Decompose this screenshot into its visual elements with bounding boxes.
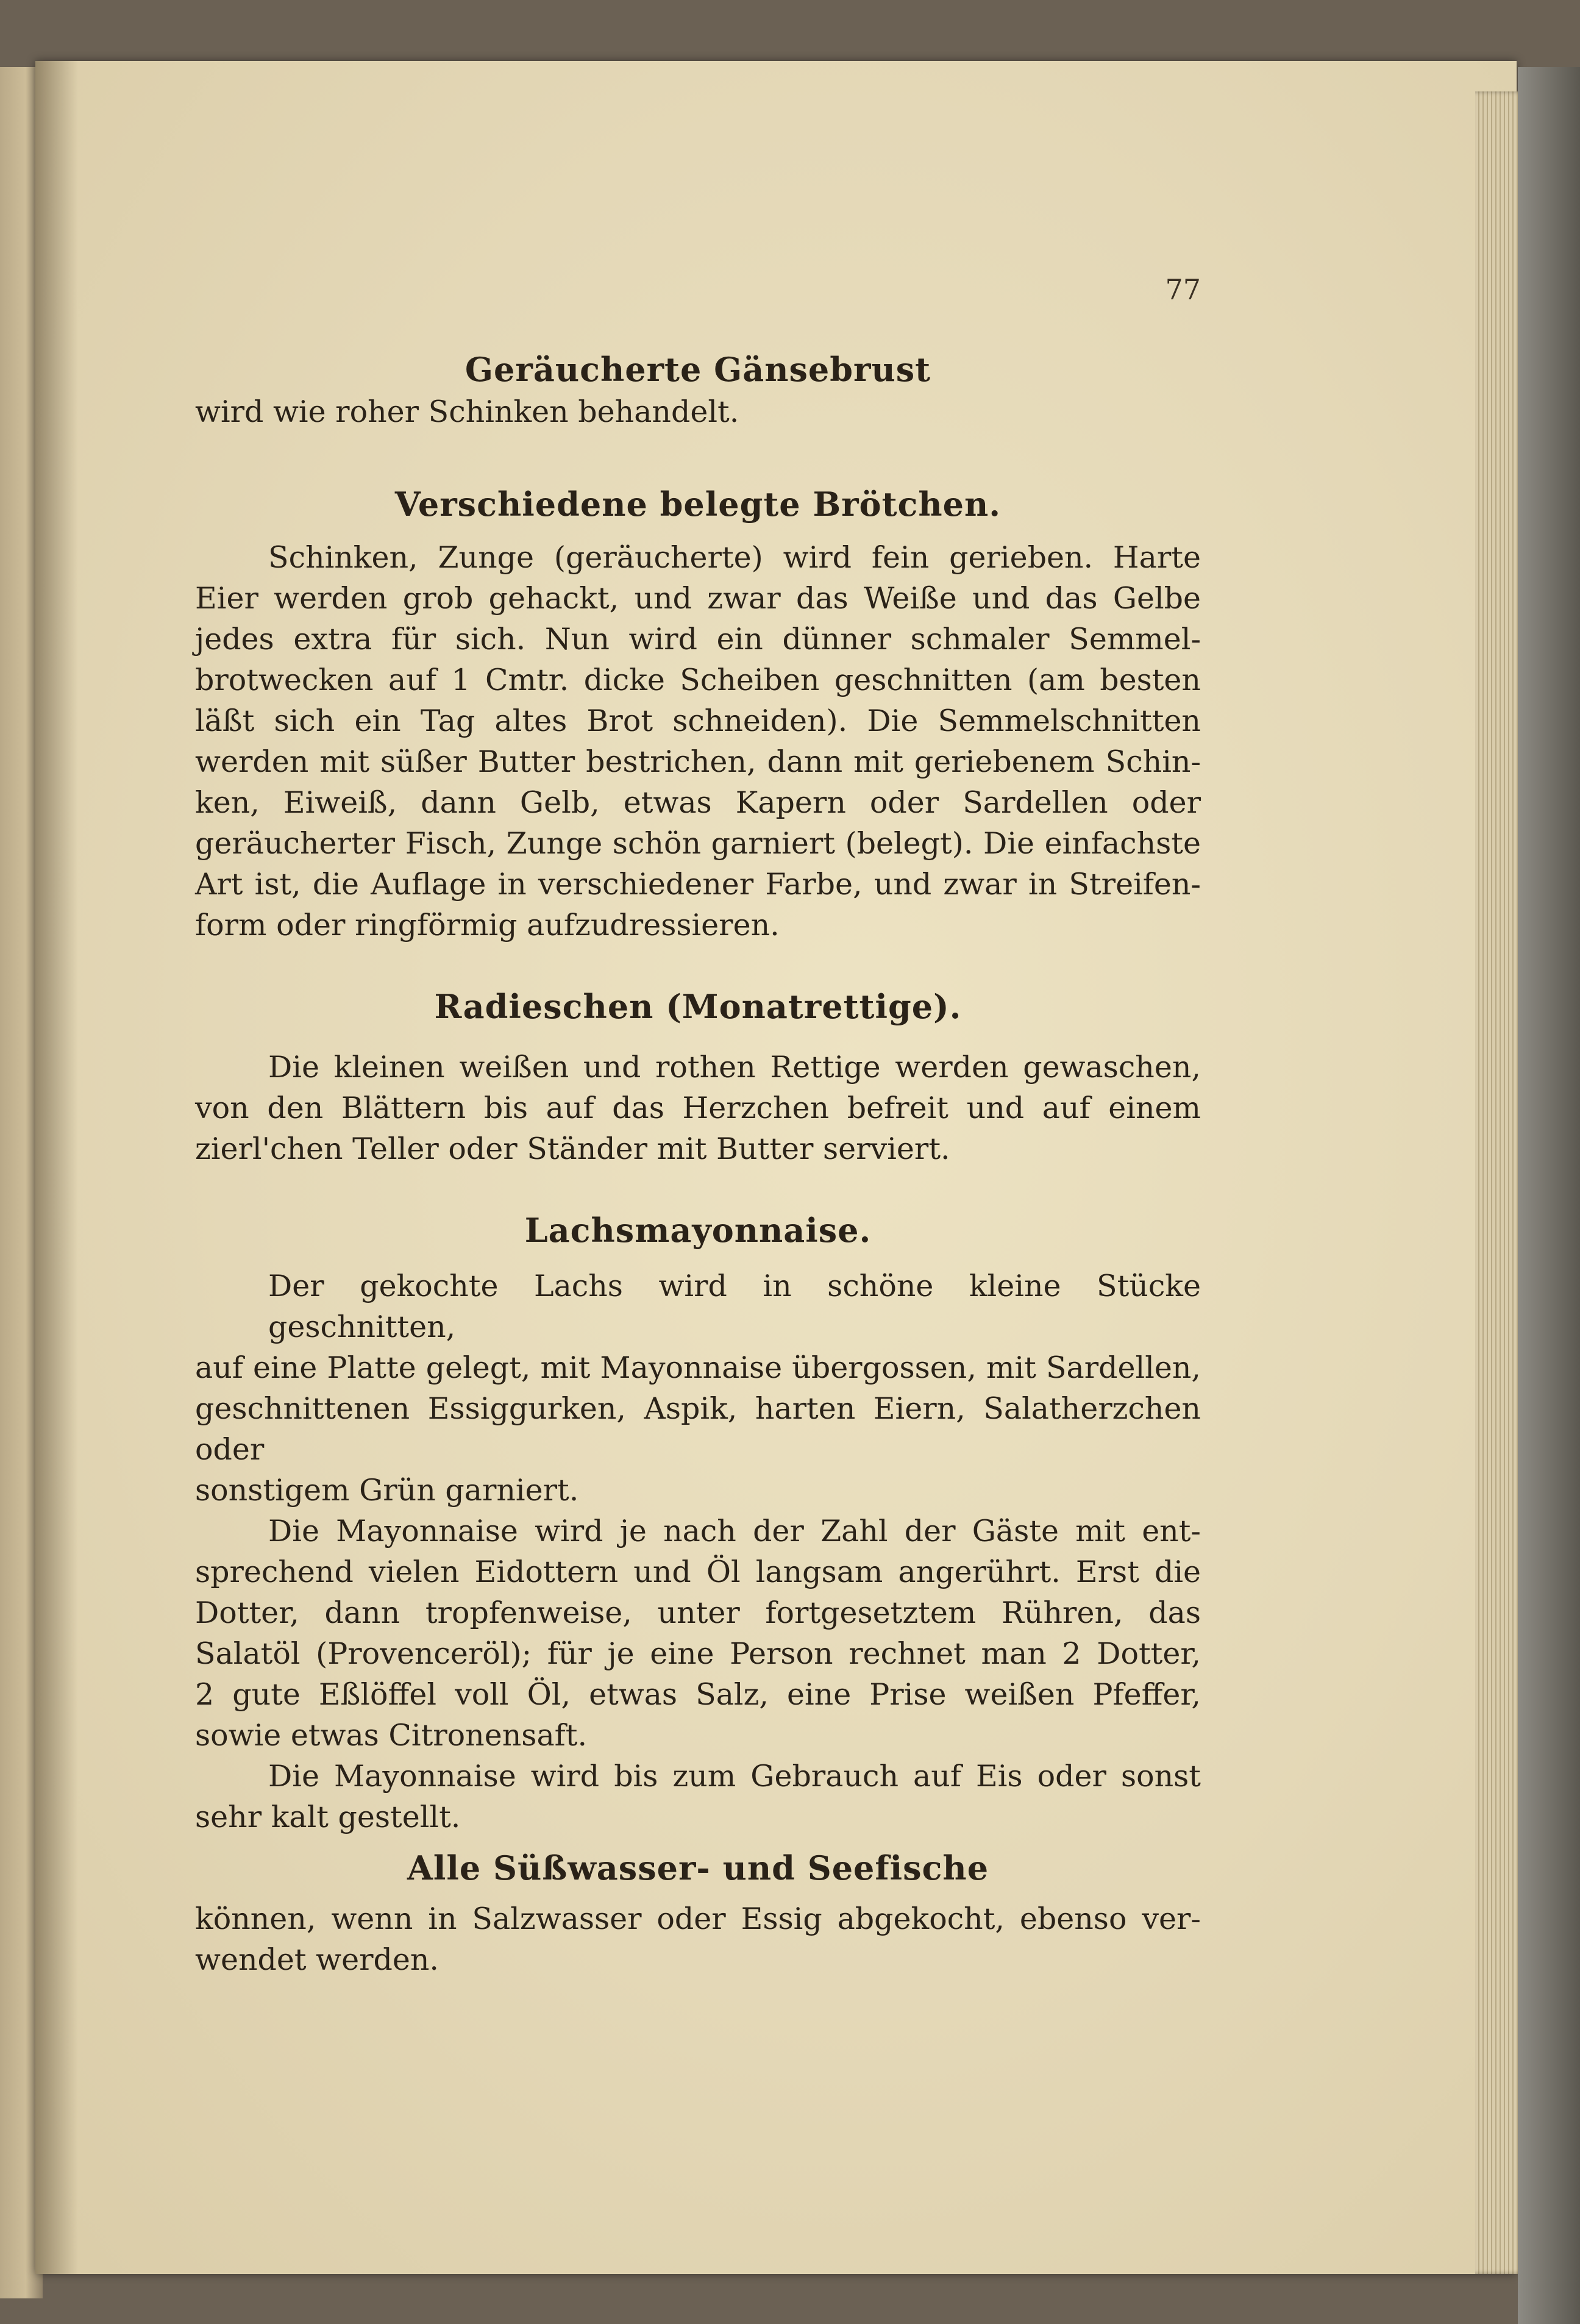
text-line: geräucherter Fisch, Zunge schön garniert (belegt). Die einfachste	[195, 826, 1201, 861]
text-line: Art ist, die Auflage in verschiedener Farbe, und zwar in Streifen-	[195, 867, 1201, 902]
text-line: sowie etwas Citronensaft.	[195, 1718, 588, 1753]
text-line: Salatöl (Provenceröl); für je eine Person rechnet man 2 Dotter,	[195, 1636, 1201, 1671]
book-cover-edge	[1518, 67, 1580, 2324]
section-heading-gaensebrust: Geräucherte Gänsebrust	[464, 350, 931, 389]
text-line: Eier werden grob gehackt, und zwar das Weiße und das Gelbe	[195, 581, 1201, 616]
text-line: läßt sich ein Tag altes Brot schneiden). Die Semmelschnitten	[195, 704, 1201, 738]
text-line: zierl'chen Teller oder Ständer mit Butter serviert.	[195, 1132, 950, 1166]
page-text	[195, 268, 1201, 1980]
text-line: sprechend vielen Eidottern und Öl langsam angerührt. Erst die	[195, 1555, 1201, 1589]
text-line: brotwecken auf 1 Cmtr. dicke Scheiben geschnitten (am besten	[195, 663, 1201, 697]
text-line: Schinken, Zunge (geräucherte) wird fein gerieben. Harte	[268, 540, 1201, 575]
text-line: Die Mayonnaise wird bis zum Gebrauch auf Eis oder sonst	[268, 1759, 1201, 1794]
text-line: geschnittenen Essiggurken, Aspik, harten Eiern, Salatherzchen oder	[195, 1391, 1201, 1467]
text-line: Der gekochte Lachs wird in schöne kleine Stücke geschnitten,	[268, 1269, 1201, 1344]
page-number: 77	[1165, 273, 1201, 306]
text-line: können, wenn in Salzwasser oder Essig abgekocht, ebenso ver-	[195, 1902, 1201, 1936]
section-heading-lachsmayonnaise: Lachsmayonnaise.	[524, 1211, 872, 1250]
text-line: wendet werden.	[195, 1942, 439, 1977]
text-line: von den Blättern bis auf das Herzchen befreit und auf einem	[195, 1091, 1201, 1125]
text-line: auf eine Platte gelegt, mit Mayonnaise übergossen, mit Sardellen,	[195, 1350, 1201, 1385]
text-line: werden mit süßer Butter bestrichen, dann mit geriebenem Schin-	[195, 744, 1201, 779]
text-line: Die Mayonnaise wird je nach der Zahl der Gäste mit ent-	[268, 1514, 1201, 1549]
text-line: form oder ringförmig aufzudressieren.	[195, 908, 780, 943]
text-line: wird wie roher Schinken behandelt.	[195, 394, 739, 429]
text-line: sehr kalt gestellt.	[195, 1800, 461, 1834]
text-line: Die kleinen weißen und rothen Rettige werden gewaschen,	[268, 1050, 1201, 1085]
gutter-shadow	[35, 61, 78, 2274]
text-line: Dotter, dann tropfenweise, unter fortgesetztem Rühren, das	[195, 1595, 1201, 1630]
section-heading-fische: Alle Süßwasser- und Seefische	[407, 1848, 989, 1887]
section-heading-radieschen: Radieschen (Monatrettige).	[434, 987, 962, 1026]
text-line: jedes extra für sich. Nun wird ein dünner schmaler Semmel-	[195, 622, 1201, 657]
text-line: 2 gute Eßlöffel voll Öl, etwas Salz, eine Prise weißen Pfeffer,	[195, 1677, 1201, 1712]
section-heading-broetchen: Verschiedene belegte Brötchen.	[394, 485, 1002, 524]
text-line: ken, Eiweiß, dann Gelb, etwas Kapern oder Sardellen oder	[195, 785, 1201, 820]
text-line: sonstigem Grün garniert.	[195, 1473, 579, 1508]
